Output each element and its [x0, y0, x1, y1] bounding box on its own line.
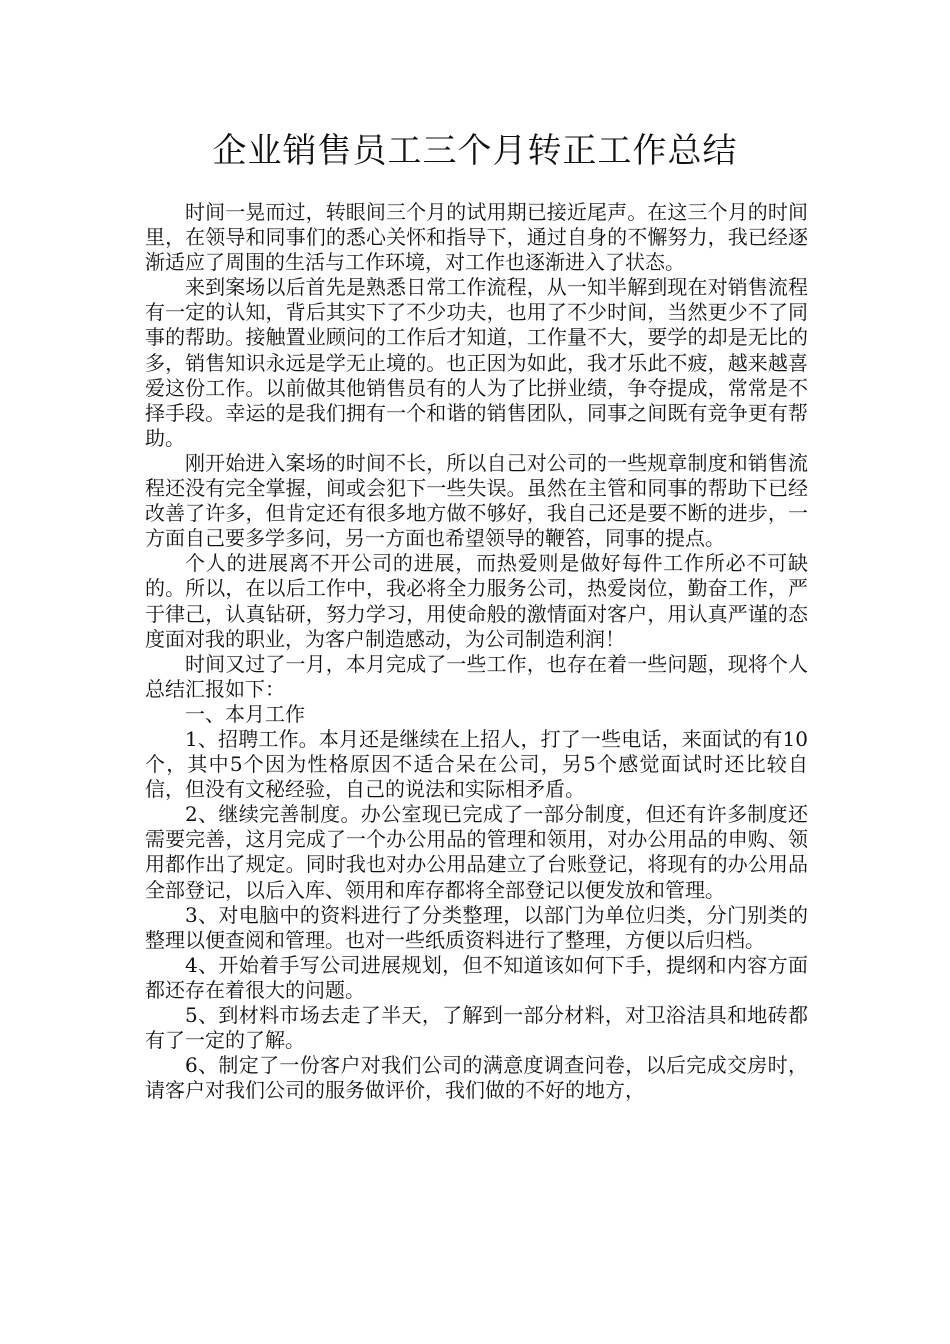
paragraph-workflow: 来到案场以后首先是熟悉日常工作流程，从一知半解到现在对销售流程有一定的认知，背后其实下了不少功夫，也用了不少时间，当然更少不了同事的帮助。接触置业顾问的工作后才知道，工作量不大，要学的却是无比的多，销售知识永远是学无止境的。也正因为如此，我才乐此不疲，越来越喜爱这份工作。以前做其他销售员有的人为了比拼业绩，争夺提成，常常是不择手段。幸运的是我们拥有一个和谐的销售团队，同事之间既有竞争更有帮助。 — [145, 275, 808, 450]
section-heading-monthly-work: 一、本月工作 — [185, 701, 305, 726]
paragraph-monthly-intro: 时间又过了一月，本月完成了一些工作，也存在着一些问题，现将个人总结汇报如下： — [145, 651, 808, 701]
paragraph-commitment: 个人的进展离不开公司的进展，而热爱则是做好每件工作所必不可缺的。所以，在以后工作中，我必将全力服务公司，热爱岗位，勤奋工作，严于律己，认真钻研，努力学习，用使命般的激情面对客户，用认真严谨的态度面对我的职业，为客户制造感动，为公司制造利润！ — [145, 551, 808, 651]
list-item-survey: 6、制定了一份客户对我们公司的满意度调查问卷，以后完成交房时，请客户对我们公司的服务做评价，我们做的不好的地方， — [145, 1053, 808, 1103]
paragraph-rules: 刚开始进入案场的时间不长，所以自己对公司的一些规章制度和销售流程还没有完全掌握，间或会犯下一些失误。虽然在主管和同事的帮助下已经改善了许多，但肯定还有很多地方做不够好，我自己还是要不断的进步，一方面自己要多学多问，另一方面也希望领导的鞭笞，同事的提点。 — [145, 450, 808, 551]
list-item-recruiting: 1、招聘工作。本月还是继续在上招人，打了一些电话，来面试的有10个，其中5个因为性格原因不适合呆在公司，另5个感觉面试时还比较自信，但没有文秘经验，自己的说法和实际相矛盾。 — [145, 726, 808, 802]
list-item-file-sorting: 3、对电脑中的资料进行了分类整理，以部门为单位归类，分门别类的整理以便查阅和管理。也对一些纸质资料进行了整理，方便以后归档。 — [145, 902, 808, 952]
list-item-planning: 4、开始着手写公司进展规划，但不知道该如何下手，提纲和内容方面都还存在着很大的问题。 — [145, 952, 808, 1002]
document-title: 企业销售员工三个月转正工作总结 — [212, 131, 738, 171]
list-item-materials-market: 5、到材料市场去走了半天，了解到一部分材料，对卫浴洁具和地砖都有了一定的了解。 — [145, 1003, 808, 1053]
document-body — [145, 200, 808, 1103]
paragraph-intro: 时间一晃而过，转眼间三个月的试用期已接近尾声。在这三个月的时间里，在领导和同事们的悉心关怀和指导下，通过自身的不懈努力，我已经逐渐适应了周围的生活与工作环境，对工作也逐渐进入了状态。 — [145, 200, 808, 275]
list-item-policies: 2、继续完善制度。办公室现已完成了一部分制度，但还有许多制度还需要完善，这月完成了一个办公用品的管理和领用，对办公用品的申购、领用都作出了规定。同时我也对办公用品建立了台账登记，将现有的办公用品全部登记，以后入库、领用和库存都将全部登记以便发放和管理。 — [145, 802, 808, 902]
